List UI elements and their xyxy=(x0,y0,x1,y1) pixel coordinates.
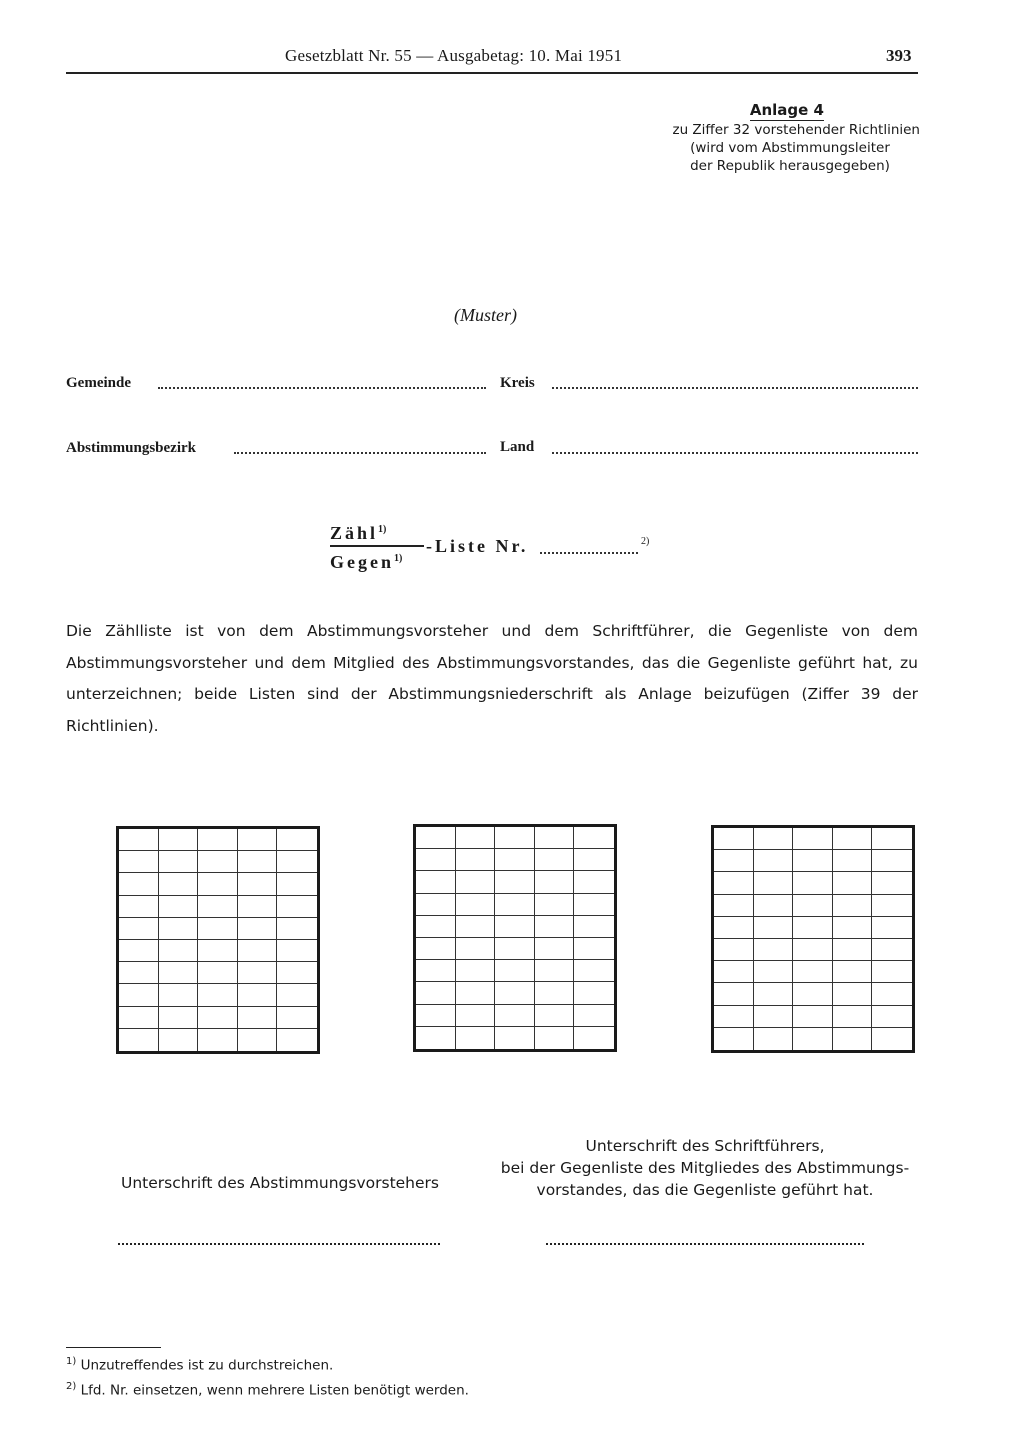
tally-cell[interactable] xyxy=(416,938,456,960)
tally-cell[interactable] xyxy=(238,984,278,1006)
tally-cell[interactable] xyxy=(793,917,833,939)
tally-cell[interactable] xyxy=(119,940,159,962)
tally-cell[interactable] xyxy=(872,850,912,872)
tally-cell[interactable] xyxy=(119,984,159,1006)
tally-cell[interactable] xyxy=(198,962,238,984)
tally-cell[interactable] xyxy=(416,1027,456,1049)
anlage-title: Anlage 4 xyxy=(749,101,824,119)
tally-cell[interactable] xyxy=(416,982,456,1004)
tally-cell[interactable] xyxy=(277,1007,317,1029)
tally-cell[interactable] xyxy=(714,983,754,1005)
tally-cell[interactable] xyxy=(416,827,456,849)
tally-cell[interactable] xyxy=(159,1029,199,1051)
tally-cell[interactable] xyxy=(238,918,278,940)
tally-cell[interactable] xyxy=(277,918,317,940)
tally-cell[interactable] xyxy=(754,917,794,939)
footnote-2-text: Lfd. Nr. einsetzen, wenn mehrere Listen benötigt werden. xyxy=(80,1382,469,1399)
tally-cell[interactable] xyxy=(574,827,614,849)
tally-cell[interactable] xyxy=(495,1027,535,1049)
tally-cell[interactable] xyxy=(495,1005,535,1027)
tally-cell[interactable] xyxy=(277,829,317,851)
footnote-1-text: Unzutreffendes ist zu durchstreichen. xyxy=(80,1357,334,1374)
tally-cell[interactable] xyxy=(535,871,575,893)
footnote-2-mark: 2) xyxy=(66,1381,77,1392)
footnote-1-mark: 1) xyxy=(66,1356,77,1367)
tally-cell[interactable] xyxy=(456,849,496,871)
muster-label: (Muster) xyxy=(454,305,517,325)
tally-cell[interactable] xyxy=(833,872,873,894)
tally-cell[interactable] xyxy=(793,1028,833,1050)
tally-cell[interactable] xyxy=(198,829,238,851)
liste-nr-label: -Liste Nr. xyxy=(426,536,529,556)
tally-cell[interactable] xyxy=(159,984,199,1006)
kreis-label: Kreis xyxy=(500,375,535,391)
header-rule xyxy=(66,72,918,74)
tally-cell[interactable] xyxy=(833,1028,873,1050)
tally-cell[interactable] xyxy=(238,1029,278,1051)
gemeinde-field[interactable] xyxy=(158,387,486,389)
tally-cell[interactable] xyxy=(833,983,873,1005)
tally-cell[interactable] xyxy=(754,961,794,983)
anlage-block xyxy=(600,100,920,175)
tally-cell[interactable] xyxy=(714,939,754,961)
tally-cell[interactable] xyxy=(456,894,496,916)
tally-cell[interactable] xyxy=(198,918,238,940)
tally-cell[interactable] xyxy=(277,873,317,895)
tally-cell[interactable] xyxy=(833,850,873,872)
tally-cell[interactable] xyxy=(872,917,912,939)
tally-cell[interactable] xyxy=(416,871,456,893)
tally-cell[interactable] xyxy=(495,827,535,849)
tally-cell[interactable] xyxy=(535,827,575,849)
tally-cell[interactable] xyxy=(535,982,575,1004)
tally-cell[interactable] xyxy=(793,872,833,894)
land-label: Land xyxy=(500,439,535,455)
tally-cell[interactable] xyxy=(793,895,833,917)
footnote-rule xyxy=(66,1347,161,1348)
tally-cell[interactable] xyxy=(159,940,199,962)
tally-cell[interactable] xyxy=(277,1029,317,1051)
page-number: 393 xyxy=(886,46,912,65)
tally-cell[interactable] xyxy=(714,961,754,983)
tally-cell[interactable] xyxy=(754,895,794,917)
tally-cell[interactable] xyxy=(833,895,873,917)
tally-grid-middle xyxy=(413,824,617,1052)
tally-cell[interactable] xyxy=(416,1005,456,1027)
tally-cell[interactable] xyxy=(416,849,456,871)
tally-cell[interactable] xyxy=(238,873,278,895)
land-field[interactable] xyxy=(552,452,918,454)
tally-cell[interactable] xyxy=(159,918,199,940)
kreis-field[interactable] xyxy=(552,387,918,389)
anlage-line-2: (wird vom Abstimmungsleiter xyxy=(690,140,890,156)
header-title: Gesetzblatt Nr. 55 — Ausgabetag: 10. Mai 1951 xyxy=(285,46,623,65)
footnote-1 xyxy=(66,1356,333,1374)
tally-cell[interactable] xyxy=(535,960,575,982)
liste-fn2-text: 2) xyxy=(641,536,650,547)
tally-cell[interactable] xyxy=(754,828,794,850)
tally-cell[interactable] xyxy=(159,962,199,984)
tally-cell[interactable] xyxy=(714,1006,754,1028)
tally-cell[interactable] xyxy=(416,916,456,938)
tally-cell[interactable] xyxy=(119,896,159,918)
tally-cell[interactable] xyxy=(456,827,496,849)
tally-cell[interactable] xyxy=(495,871,535,893)
tally-cell[interactable] xyxy=(872,895,912,917)
signature-right-label xyxy=(490,1135,920,1201)
zaehl-text: Zähl xyxy=(330,523,379,543)
tally-grid-gegen xyxy=(711,825,915,1053)
tally-cell[interactable] xyxy=(456,1027,496,1049)
tally-cell[interactable] xyxy=(872,872,912,894)
tally-cell[interactable] xyxy=(714,1028,754,1050)
tally-cell[interactable] xyxy=(754,939,794,961)
abstimmungsbezirk-field[interactable] xyxy=(234,452,486,454)
tally-cell[interactable] xyxy=(277,896,317,918)
tally-cell[interactable] xyxy=(238,1007,278,1029)
liste-nr-field[interactable] xyxy=(540,552,638,554)
tally-cell[interactable] xyxy=(714,872,754,894)
tally-cell[interactable] xyxy=(119,1029,159,1051)
instruction-paragraph: Die Zählliste ist von dem Abstimmungsvorsteher und dem Schriftführer, die Gegenliste von dem Abstimmungsvorsteher und dem Mitglied des Abstimmungsvorstandes, das die Gegenliste geführt hat, zu unterzeichnen; beide Listen sind der Abstimmungsniederschrift als Anlage beizufügen (Ziffer 39 der Richtlinien). xyxy=(66,622,918,735)
tally-cell[interactable] xyxy=(456,982,496,1004)
tally-cell[interactable] xyxy=(574,982,614,1004)
tally-cell[interactable] xyxy=(714,828,754,850)
tally-cell[interactable] xyxy=(456,871,496,893)
tally-cell[interactable] xyxy=(495,916,535,938)
tally-cell[interactable] xyxy=(456,960,496,982)
tally-cell[interactable] xyxy=(793,983,833,1005)
tally-cell[interactable] xyxy=(574,1005,614,1027)
gegen-footnote-mark: 1) xyxy=(394,553,403,564)
tally-cell[interactable] xyxy=(872,961,912,983)
tally-cell[interactable] xyxy=(416,960,456,982)
gemeinde-label: Gemeinde xyxy=(66,375,131,391)
tally-cell[interactable] xyxy=(456,916,496,938)
footnote-2 xyxy=(66,1381,469,1399)
signature-left-label: Unterschrift des Abstimmungsvorstehers xyxy=(120,1174,439,1192)
tally-cell[interactable] xyxy=(754,1006,794,1028)
tally-cell[interactable] xyxy=(535,938,575,960)
tally-cell[interactable] xyxy=(872,1028,912,1050)
tally-cell[interactable] xyxy=(574,849,614,871)
tally-cell[interactable] xyxy=(574,916,614,938)
tally-cell[interactable] xyxy=(535,1005,575,1027)
tally-cell[interactable] xyxy=(535,916,575,938)
gegen-label xyxy=(330,552,402,573)
tally-cell[interactable] xyxy=(277,940,317,962)
tally-cell[interactable] xyxy=(574,960,614,982)
tally-cell[interactable] xyxy=(793,961,833,983)
tally-cell[interactable] xyxy=(495,960,535,982)
tally-cell[interactable] xyxy=(238,851,278,873)
tally-cell[interactable] xyxy=(714,895,754,917)
signature-right-line-2: bei der Gegenliste des Mitgliedes des Abstimmungs- xyxy=(500,1159,910,1177)
tally-cell[interactable] xyxy=(456,1005,496,1027)
tally-cell[interactable] xyxy=(793,850,833,872)
gegen-text: Gegen xyxy=(330,552,394,572)
tally-cell[interactable] xyxy=(833,917,873,939)
liste-footnote-mark xyxy=(641,536,649,555)
tally-cell[interactable] xyxy=(238,896,278,918)
tally-cell[interactable] xyxy=(238,829,278,851)
anlage-line-1: zu Ziffer 32 vorstehender Richtlinien xyxy=(672,122,920,138)
abstimmungsbezirk-label: Abstimmungsbezirk xyxy=(66,440,197,456)
tally-cell[interactable] xyxy=(495,938,535,960)
tally-cell[interactable] xyxy=(535,894,575,916)
tally-cell[interactable] xyxy=(119,851,159,873)
tally-cell[interactable] xyxy=(754,850,794,872)
tally-cell[interactable] xyxy=(198,1007,238,1029)
zaehl-label xyxy=(330,523,424,547)
tally-cell[interactable] xyxy=(198,873,238,895)
tally-cell[interactable] xyxy=(793,939,833,961)
tally-cell[interactable] xyxy=(574,938,614,960)
tally-cell[interactable] xyxy=(159,896,199,918)
tally-cell[interactable] xyxy=(574,1027,614,1049)
tally-cell[interactable] xyxy=(574,894,614,916)
tally-cell[interactable] xyxy=(159,829,199,851)
signature-right-line[interactable] xyxy=(546,1243,864,1245)
tally-cell[interactable] xyxy=(198,851,238,873)
tally-cell[interactable] xyxy=(754,872,794,894)
tally-cell[interactable] xyxy=(872,939,912,961)
tally-cell[interactable] xyxy=(456,938,496,960)
signature-right-line-1: Unterschrift des Schriftführers, xyxy=(585,1137,825,1155)
tally-cell[interactable] xyxy=(754,983,794,1005)
tally-cell[interactable] xyxy=(872,1006,912,1028)
tally-cell[interactable] xyxy=(119,1007,159,1029)
zaehl-footnote-mark: 1) xyxy=(378,524,387,535)
tally-grid-zaehl xyxy=(116,826,320,1054)
tally-cell[interactable] xyxy=(119,829,159,851)
tally-cell[interactable] xyxy=(198,984,238,1006)
tally-cell[interactable] xyxy=(495,849,535,871)
tally-cell[interactable] xyxy=(119,873,159,895)
tally-cell[interactable] xyxy=(754,1028,794,1050)
tally-cell[interactable] xyxy=(833,828,873,850)
tally-cell[interactable] xyxy=(535,1027,575,1049)
tally-cell[interactable] xyxy=(198,896,238,918)
tally-cell[interactable] xyxy=(495,894,535,916)
tally-cell[interactable] xyxy=(119,918,159,940)
tally-cell[interactable] xyxy=(872,983,912,1005)
tally-cell[interactable] xyxy=(277,962,317,984)
tally-cell[interactable] xyxy=(535,849,575,871)
tally-cell[interactable] xyxy=(119,962,159,984)
tally-cell[interactable] xyxy=(159,851,199,873)
tally-cell[interactable] xyxy=(277,984,317,1006)
tally-cell[interactable] xyxy=(793,1006,833,1028)
tally-cell[interactable] xyxy=(238,940,278,962)
signature-left-line[interactable] xyxy=(118,1243,440,1245)
tally-cell[interactable] xyxy=(833,961,873,983)
signature-right-line-3: vorstandes, das die Gegenliste geführt hat. xyxy=(536,1181,874,1199)
tally-cell[interactable] xyxy=(833,1006,873,1028)
tally-cell[interactable] xyxy=(833,939,873,961)
tally-cell[interactable] xyxy=(872,828,912,850)
tally-cell[interactable] xyxy=(238,962,278,984)
tally-cell[interactable] xyxy=(495,982,535,1004)
tally-cell[interactable] xyxy=(714,850,754,872)
tally-cell[interactable] xyxy=(574,871,614,893)
tally-cell[interactable] xyxy=(198,940,238,962)
tally-cell[interactable] xyxy=(159,1007,199,1029)
anlage-line-3: der Republik herausgegeben) xyxy=(690,158,890,174)
tally-cell[interactable] xyxy=(159,873,199,895)
tally-cell[interactable] xyxy=(198,1029,238,1051)
tally-cell[interactable] xyxy=(416,894,456,916)
tally-cell[interactable] xyxy=(277,851,317,873)
tally-cell[interactable] xyxy=(793,828,833,850)
tally-cell[interactable] xyxy=(714,917,754,939)
